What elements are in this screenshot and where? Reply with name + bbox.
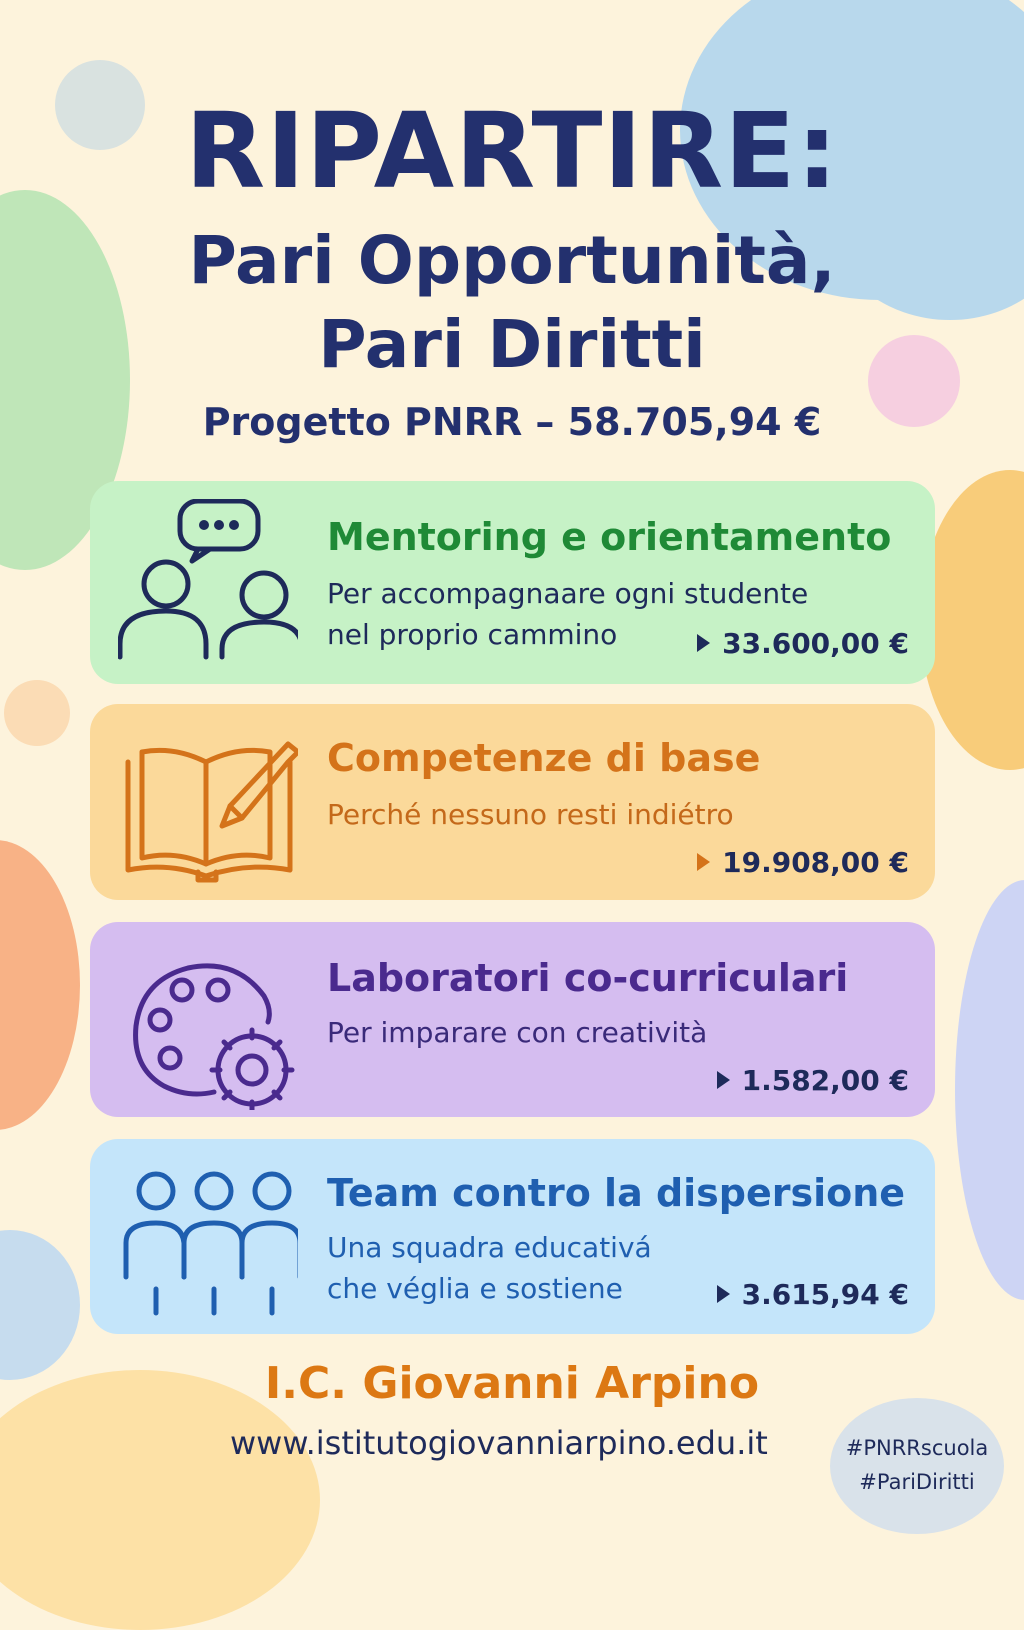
bg-blob-lavender-right [955,880,1024,1300]
page-title: RIPARTIRE: [185,90,839,212]
card-description-line1: Perché nessuno resti indiétro [327,798,734,831]
card-amount [697,627,909,660]
card-mentoring [90,481,935,684]
play-arrow-icon [717,1285,730,1303]
card-description-line2: che véglia e sostiene [327,1272,623,1305]
play-arrow-icon [697,853,710,871]
bg-blob-salmon-left [0,840,80,1130]
card-amount-value: 33.600,00 € [722,627,909,660]
project-budget: Progetto PNRR – 58.705,94 € [202,400,822,444]
card-amount-value: 19.908,00 € [722,846,909,879]
mentoring-people-chat-icon [118,499,298,669]
play-arrow-icon [717,1071,730,1089]
card-title: Laboratori co-curriculari [327,956,849,1000]
card-title: Team contro la dispersione [327,1171,906,1215]
card-laboratori [90,922,935,1117]
page-subtitle-line1: Pari Opportunità, [188,222,836,299]
card-team [90,1139,935,1334]
hashtags-badge [830,1398,1004,1534]
page-subtitle-line2: Pari Diritti [318,306,706,383]
card-description-line1: Per imparare con creatività [327,1016,708,1049]
palette-gear-icon [118,940,298,1110]
card-competenze [90,704,935,900]
play-arrow-icon [697,634,710,652]
bg-blob-orange-right [920,470,1024,770]
card-description-line2: nel proprio cammino [327,618,618,651]
hashtag-paridiritti: #PariDiritti [859,1470,975,1494]
school-name: I.C. Giovanni Arpino [264,1358,760,1409]
hashtag-pnrrscuola: #PNRRscuola [845,1436,989,1460]
card-amount-value: 3.615,94 € [741,1278,909,1311]
card-title: Competenze di base [327,736,761,780]
team-people-icon [118,1157,298,1327]
bg-blob-peach-left [4,680,70,746]
card-amount [717,1278,909,1311]
card-title: Mentoring e orientamento [327,515,892,559]
card-amount [697,846,909,879]
school-website-link[interactable]: www.istitutogiovanniarpino.edu.it [230,1424,768,1462]
card-amount-value: 1.582,00 € [741,1064,909,1097]
book-pencil-icon [118,722,298,892]
card-description-line1: Una squadra educativá [327,1231,652,1264]
card-description-line1: Per accompagnaare ogni studente [327,577,809,610]
bg-blob-yellow-bottom-left [0,1370,320,1630]
card-amount [717,1064,909,1097]
